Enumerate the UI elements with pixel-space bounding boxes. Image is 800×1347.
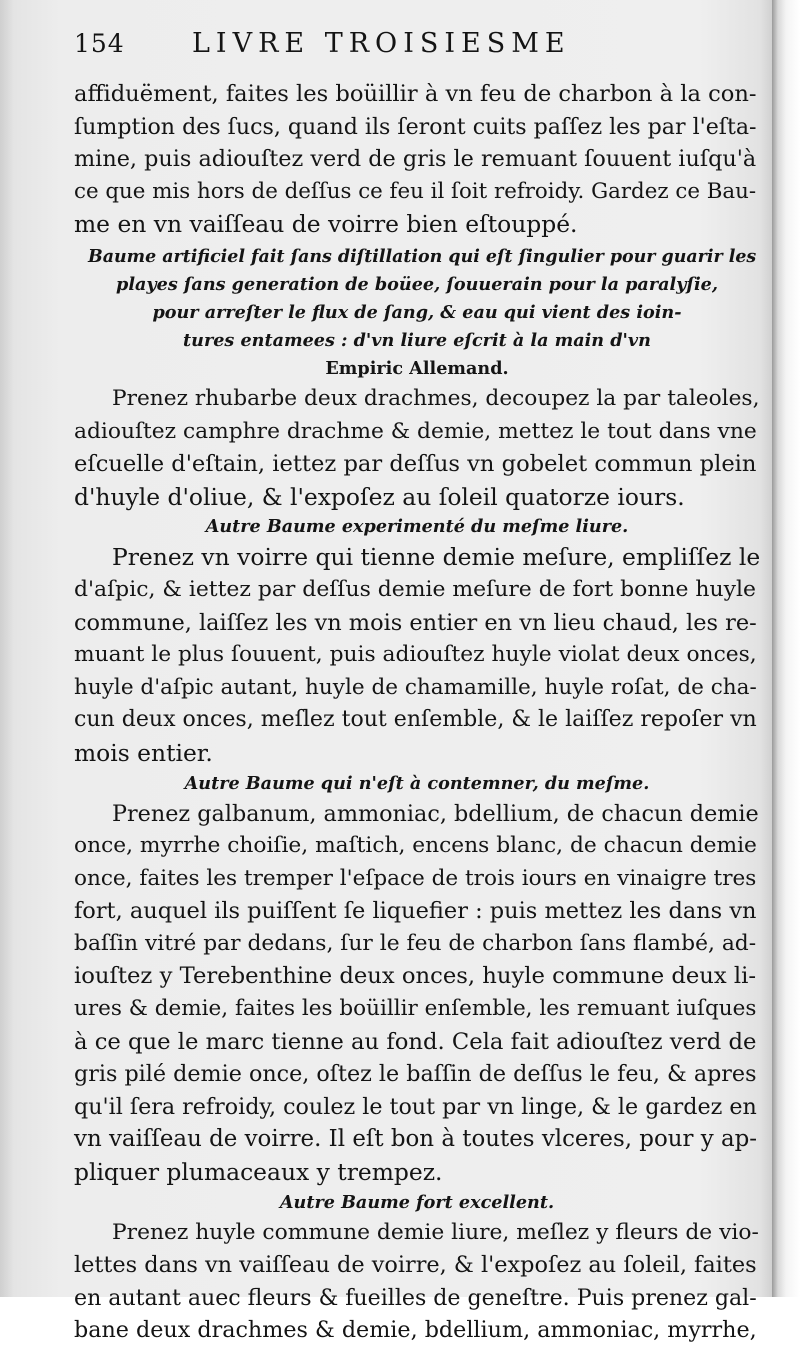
text-line: mois entier. (74, 738, 213, 767)
text-line: cun deux onces, meſlez tout enſemble, & le laiſſez repoſer vn (74, 707, 757, 733)
text-line: once, faites les tremper l'eſpace de trois iours en vinaigre tres (74, 865, 757, 891)
page-text-block (74, 28, 760, 1347)
text-line: commune, laiſſez les vn mois entier en vn lieu chaud, les re- (74, 609, 757, 636)
text-line: huyle d'aſpic autant, huyle de chamamille, huyle roſat, de cha- (74, 674, 757, 700)
page-edge-shadow (772, 0, 800, 1297)
paragraph-huyle-commune (74, 1217, 760, 1347)
text-line: mine, puis adiouſtez verd de gris le remuant ſouuent iuſqu'à (74, 146, 757, 173)
text-line: en autant auec fleurs & fueilles de geneſtre. Puis prenez gal- (74, 1284, 757, 1311)
paragraph-galbanum (74, 798, 760, 1189)
page-number: 154 (74, 29, 125, 58)
text-line: affiduëment, faites les boüillir à vn feu de charbon à la con- (74, 81, 757, 107)
recipe-heading-baume-artificiel (74, 243, 760, 383)
text-line: bane deux drachmes & demie, bdellium, ammoniac, myrrhe, (74, 1317, 757, 1344)
paragraph-rhubarbe (74, 383, 760, 513)
text-line: muant le plus ſouuent, puis adiouſtez huyle violat deux onces, (74, 642, 757, 668)
text-line: adiouſtez camphre drachme & demie, mettez le tout dans vne (74, 418, 757, 444)
text-line: ſumption des ſucs, quand ils ſeront cuits paſſez les par l'eſta- (74, 113, 757, 140)
text-line: ures & demie, faites les boüillir enſemble, les remuant iuſques (74, 996, 757, 1022)
heading-line: Baume artificiel fait ſans diſtillation qui eſt ſingulier pour guarir les (88, 246, 757, 267)
text-line: ce que mis hors de deſſus ce feu il ſoit refroidy. Gardez ce Bau- (74, 178, 757, 204)
paragraph-voirre-aspic (74, 541, 760, 769)
heading-line: tures entamees : d'vn liure eſcrit à la main d'vn (183, 329, 651, 351)
text-line: d'huyle d'oliue, & l'expoſez au ſoleil quatorze iours. (74, 482, 685, 511)
heading-line: pour arreſter le flux de ſang, & eau qui vient des ioin- (152, 301, 682, 323)
text-line: gris pilé demie once, oſtez le baſſin de deſſus le feu, & apres (74, 1061, 757, 1088)
heading-line: playes ſans generation de boüee, ſouuerain pour la paralyſie, (116, 273, 718, 295)
text-line: vn vaiſſeau de voirre. Il eſt bon à toutes vlceres, pour y ap- (74, 1126, 758, 1153)
paragraph-continued (74, 78, 760, 241)
text-line: qu'il ſera refroidy, coulez le tout par vn linge, & le gardez en (74, 1093, 757, 1120)
text-line: eſcuelle d'eſtain, iettez par deſſus vn gobelet commun plein (74, 451, 757, 478)
text-line: lettes dans vn vaiſſeau de voirre, & l'expoſez au ſoleil, faites (74, 1252, 757, 1279)
heading-name-line: Empiric Allemand. (325, 357, 509, 379)
text-line: once, myrrhe choiſie, maſtich, encens blanc, de chacun demie (74, 833, 757, 859)
text-line: fort, auquel ils puiſſent ſe liquefier : puis mettez les dans vn (74, 898, 757, 925)
text-line: Prenez rhubarbe deux drachmes, decoupez la par taleoles, (112, 385, 760, 411)
running-title: LIVRE TROISIESME (192, 28, 571, 59)
text-line: baſſin vitré par dedans, ſur le feu de charbon ſans flambé, ad- (74, 930, 757, 956)
recipe-heading-contemner: Autre Baume qui n'eſt à contemner, du meſme. (184, 772, 650, 794)
running-header (74, 28, 760, 78)
recipe-heading-fort-excellent: Autre Baume fort excellent. (279, 1191, 555, 1213)
recipe-heading-experimente: Autre Baume experimenté du meſme liure. (205, 516, 629, 538)
text-line: d'aſpic, & iettez par deſſus demie meſure de fort bonne huyle (74, 576, 756, 602)
text-line: pliquer plumaceaux y trempez. (74, 1158, 443, 1187)
text-line: Prenez galbanum, ammoniac, bdellium, de chacun demie (112, 800, 759, 827)
text-line: Prenez huyle commune demie liure, meſlez y fleurs de vio- (112, 1219, 759, 1245)
text-line: Prenez vn voirre qui tienne demie meſure, empliſſez le (112, 543, 761, 572)
text-line: me en vn vaiſſeau de voirre bien eſtouppé. (74, 210, 578, 239)
text-line: à ce que le marc tienne au fond. Cela fait adiouſtez verd de (74, 1028, 757, 1055)
text-line: iouſtez y Terebenthine deux onces, huyle commune deux li- (74, 963, 757, 990)
